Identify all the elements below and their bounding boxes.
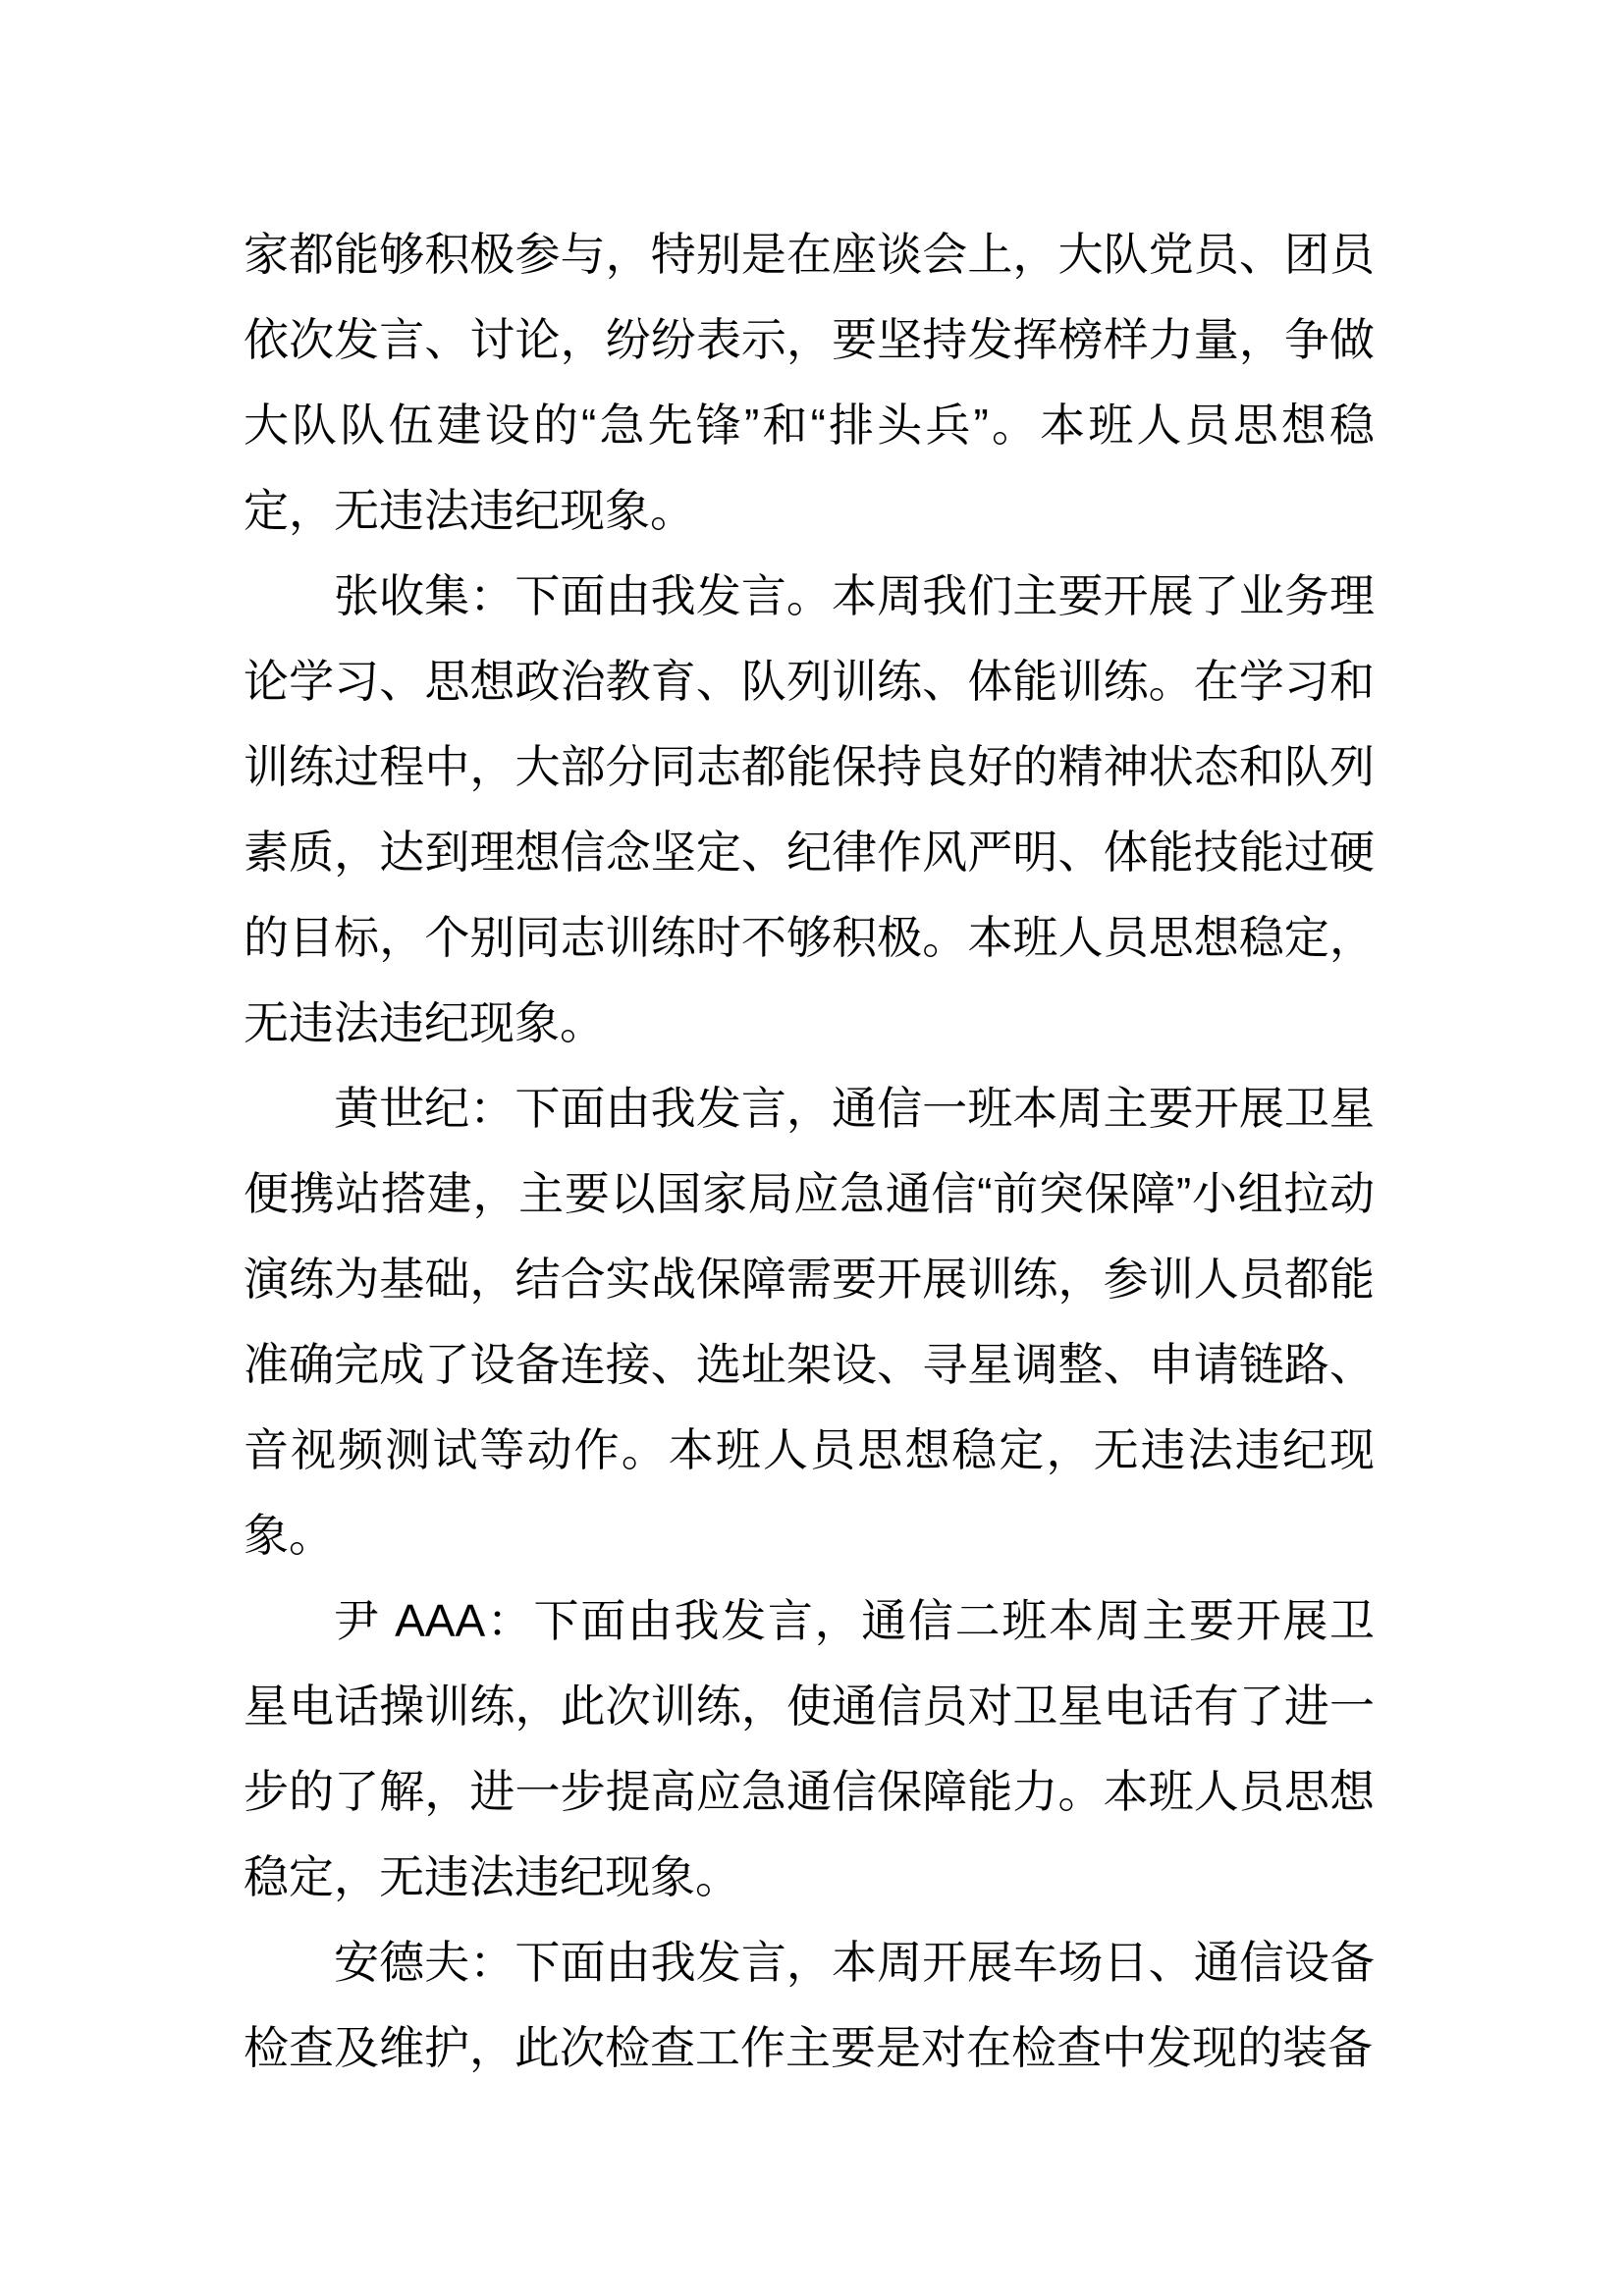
- paragraph-speaker-huangshiji: 黄世纪：下面由我发言，通信一班本周主要开展卫星便携站搭建，主要以国家局应急通信“前突保障”小组拉动演练为基础，结合实战保障需要开展训练，参训人员都能准确完成了设备连接、选址架设、寻星调整、申请链路、音视频测试等动作。本班人员思想稳定，无违法违纪现象。: [244, 1083, 1375, 1561]
- paragraph-speaker-zhangshouji: 张收集：下面由我发言。本周我们主要开展了业务理论学习、思想政治教育、队列训练、体能训练。在学习和训练过程中，大部分同志都能保持良好的精神状态和队列素质，达到理想信念坚定、纪律作风严明、体能技能过硬的目标，个别同志训练时不够积极。本班人员思想稳定，无违法违纪现象。: [244, 570, 1375, 1048]
- paragraph-continuation: 家都能够积极参与，特别是在座谈会上，大队党员、团员依次发言、讨论，纷纷表示，要坚持发挥榜样力量，争做大队队伍建设的“急先锋”和“排头兵”。本班人员思想稳定，无违法违纪现象。: [244, 229, 1375, 536]
- paragraph-speaker-andefu: 安德夫：下面由我发言，本周开展车场日、通信设备检查及维护，此次检查工作主要是对在检查中发现的装备: [244, 1937, 1375, 2073]
- paragraph-speaker-yin-aaa: 尹 AAA：下面由我发言，通信二班本周主要开展卫星电话操训练，此次训练，使通信员对卫星电话有了进一步的了解，进一步提高应急通信保障能力。本班人员思想稳定，无违法违纪现象。: [244, 1595, 1375, 1902]
